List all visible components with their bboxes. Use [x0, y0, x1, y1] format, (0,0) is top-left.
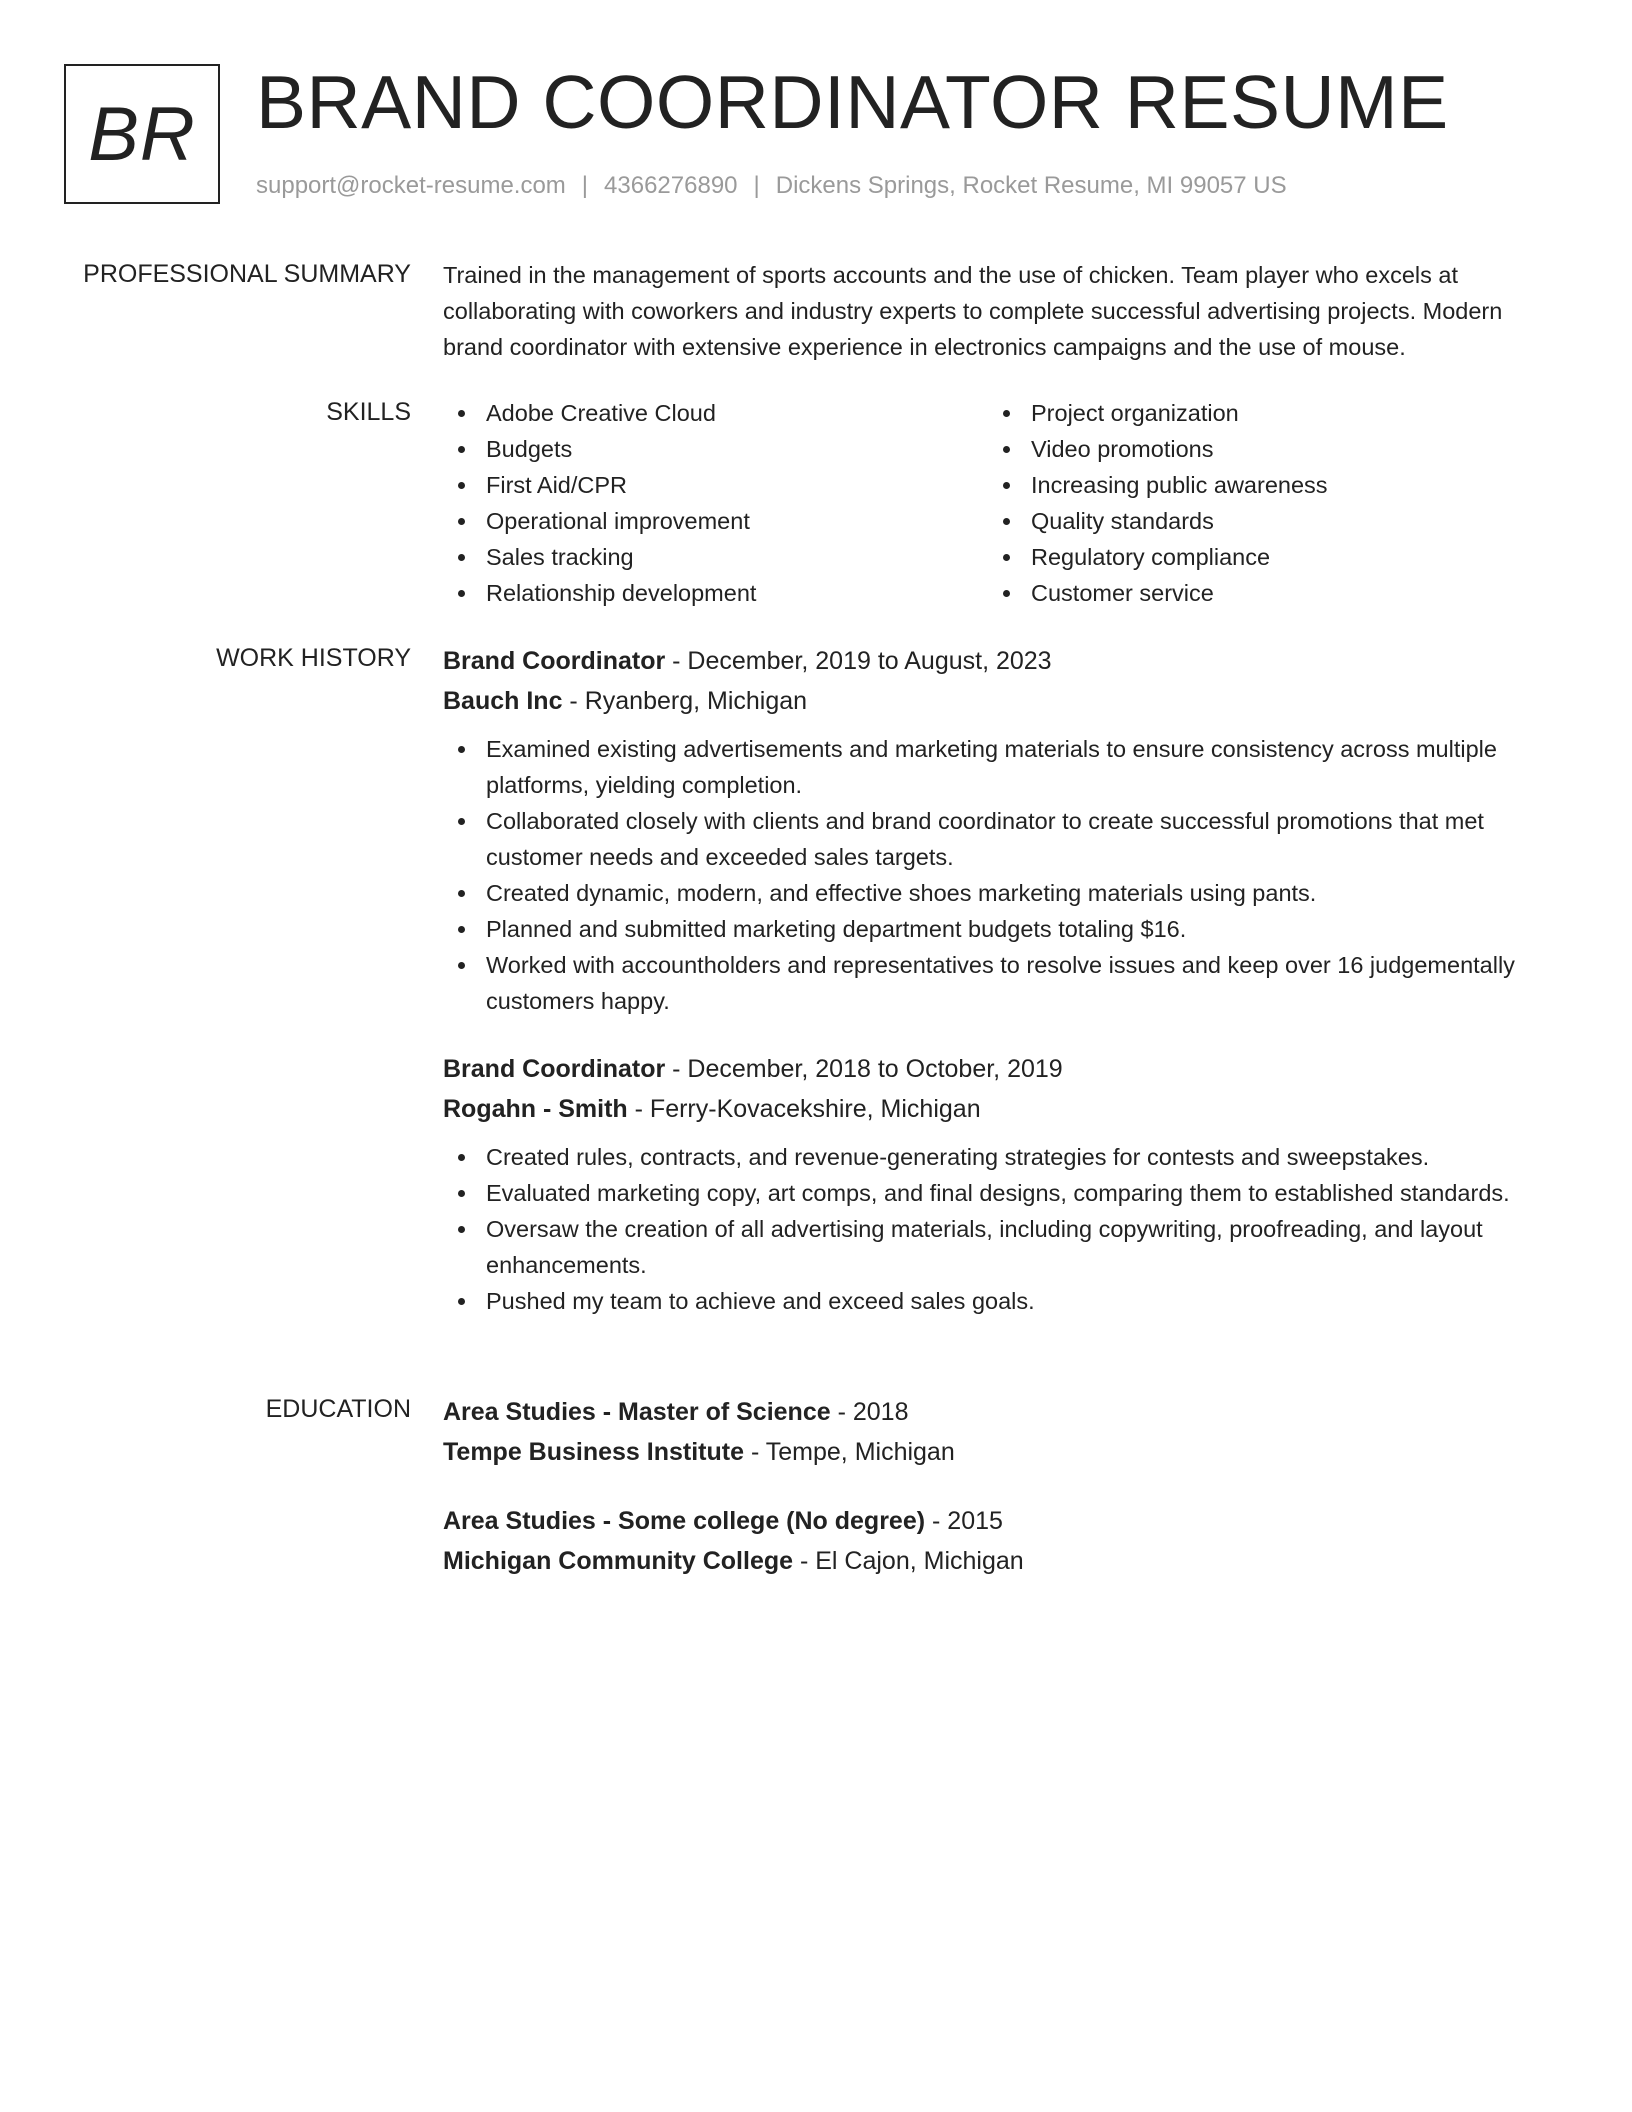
company-name: Rogahn - Smith	[443, 1095, 628, 1123]
job-title-line	[443, 641, 1563, 681]
company-location: - Ryanberg, Michigan	[562, 687, 808, 715]
job-entry	[443, 641, 1563, 1019]
section-body	[443, 257, 1563, 365]
contact-line	[256, 172, 1287, 200]
school-line	[443, 1541, 1563, 1581]
degree-line	[443, 1501, 1563, 1541]
section-body	[443, 395, 1563, 611]
company-name: Bauch Inc	[443, 687, 563, 715]
job-dates: - December, 2018 to October, 2019	[665, 1055, 1063, 1083]
section-label: WORK HISTORY	[216, 644, 411, 672]
section-body	[443, 641, 1563, 1319]
education-entry	[443, 1392, 1563, 1472]
job-bullet: Collaborated closely with clients and brand coordinator to create successful promotions that met customer needs and exceeded sales targets.	[486, 803, 1563, 875]
skill-item: Video promotions	[1031, 431, 1533, 467]
contact-address: Dickens Springs, Rocket Resume, MI 99057 US	[775, 172, 1287, 199]
job-title: Brand Coordinator	[443, 647, 666, 675]
summary-text: Trained in the management of sports accounts and the use of chicken. Team player who excels at collaborating with coworkers and industry experts to complete successful advertising projects. Modern brand coordinator with extensive experience in electronics campaigns and the use of mouse.	[443, 262, 1503, 360]
degree-name: Area Studies - Master of Science	[443, 1398, 831, 1426]
skill-item: Project organization	[1031, 395, 1533, 431]
skill-item: Increasing public awareness	[1031, 467, 1533, 503]
skill-item: Adobe Creative Cloud	[486, 395, 988, 431]
contact-separator: |	[753, 172, 760, 199]
skill-item: Budgets	[486, 431, 988, 467]
education-entry	[443, 1501, 1563, 1581]
school-name: Michigan Community College	[443, 1547, 794, 1575]
job-bullet: Planned and submitted marketing department budgets totaling $16.	[486, 911, 1563, 947]
school-name: Tempe Business Institute	[443, 1438, 744, 1466]
job-bullet: Pushed my team to achieve and exceed sales goals.	[486, 1283, 1563, 1319]
skills-list-left	[443, 395, 988, 611]
job-bullet: Worked with accountholders and representatives to resolve issues and keep over 16 judgementally customers happy.	[486, 947, 1563, 1019]
school-line	[443, 1432, 1563, 1472]
job-entry	[443, 1049, 1563, 1319]
skill-item: Sales tracking	[486, 539, 988, 575]
section-label: PROFESSIONAL SUMMARY	[83, 260, 411, 288]
section-label: EDUCATION	[265, 1395, 411, 1423]
monogram-badge: BR	[64, 64, 220, 204]
contact-separator: |	[581, 172, 589, 199]
school-location: - El Cajon, Michigan	[793, 1547, 1024, 1575]
resume-header	[64, 60, 1584, 209]
skill-item: Regulatory compliance	[1031, 539, 1533, 575]
degree-name: Area Studies - Some college (No degree)	[443, 1507, 926, 1535]
skill-item: Quality standards	[1031, 503, 1533, 539]
degree-year: - 2015	[925, 1507, 1003, 1535]
skill-item: Relationship development	[486, 575, 988, 611]
section-label: SKILLS	[326, 398, 411, 426]
company-location: - Ferry-Kovacekshire, Michigan	[627, 1095, 981, 1123]
skill-item: First Aid/CPR	[486, 467, 988, 503]
skill-item: Customer service	[1031, 575, 1533, 611]
skills-columns	[443, 395, 1563, 611]
section-body	[443, 1392, 1563, 1581]
job-title: Brand Coordinator	[443, 1055, 666, 1083]
contact-phone[interactable]: 4366276890	[604, 172, 738, 199]
page-title: BRAND COORDINATOR RESUME	[256, 60, 1449, 144]
job-bullet: Created dynamic, modern, and effective shoes marketing materials using pants.	[486, 875, 1563, 911]
school-location: - Tempe, Michigan	[744, 1438, 955, 1466]
job-title-line	[443, 1049, 1563, 1089]
job-bullets	[443, 1139, 1563, 1319]
degree-year: - 2018	[830, 1398, 909, 1426]
degree-line	[443, 1392, 1563, 1432]
company-line	[443, 681, 1563, 721]
job-bullet: Created rules, contracts, and revenue-generating strategies for contests and sweepstakes.	[486, 1139, 1563, 1175]
skills-list-right	[988, 395, 1533, 611]
job-bullet: Oversaw the creation of all advertising materials, including copywriting, proofreading, and layout enhancements.	[486, 1211, 1563, 1283]
skill-item: Operational improvement	[486, 503, 988, 539]
contact-email[interactable]: support@rocket-resume.com	[256, 172, 566, 199]
job-bullet: Examined existing advertisements and marketing materials to ensure consistency across multiple platforms, yielding completion.	[486, 731, 1563, 803]
job-bullets	[443, 731, 1563, 1019]
job-dates: - December, 2019 to August, 2023	[665, 647, 1052, 675]
company-line	[443, 1089, 1563, 1129]
job-bullet: Evaluated marketing copy, art comps, and final designs, comparing them to established standards.	[486, 1175, 1563, 1211]
